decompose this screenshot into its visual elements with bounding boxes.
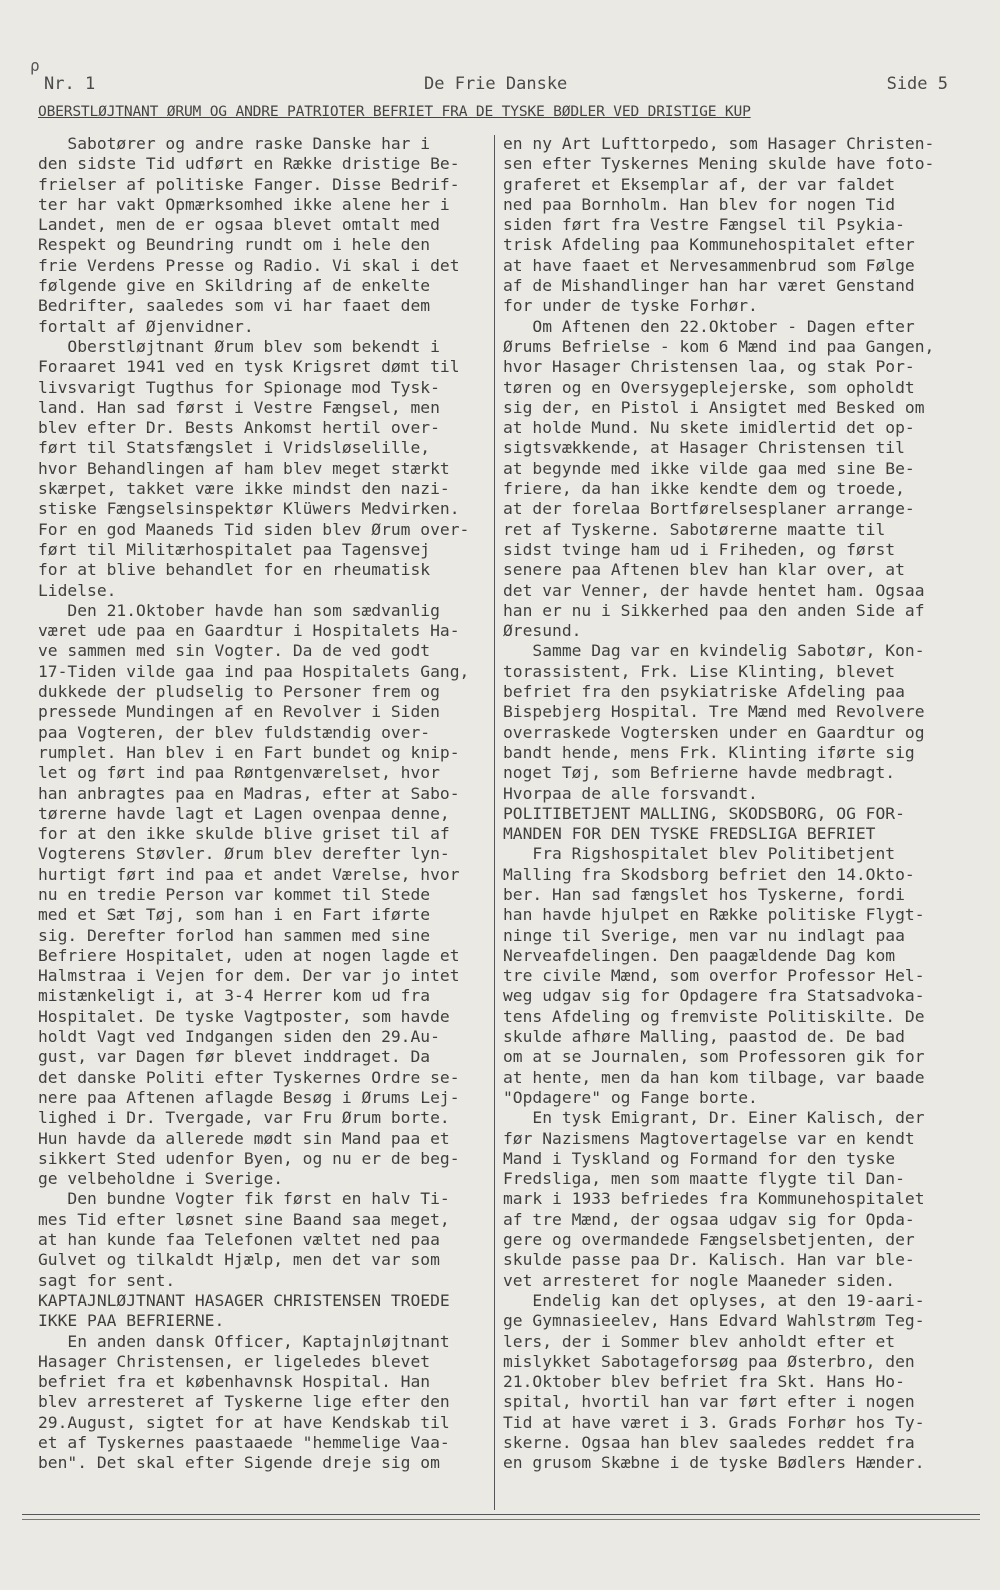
text-line: Hasager Christensen, er ligeledes blevet: [38, 1351, 431, 1371]
text-line: ge Gymnasieelev, Hans Edvard Wahlstrøm Teg-: [503, 1311, 925, 1331]
text-line: sig der, en Pistol i Ansigtet med Besked om: [503, 397, 925, 417]
text-line: paa Vogteren, der blev fuldstændig over-: [38, 722, 431, 742]
text-line: MANDEN FOR DEN TYSKE FREDSLIGA BEFRIET: [503, 824, 876, 844]
text-line: Nerveafdelingen. Den paagældende Dag kom: [503, 945, 896, 965]
text-line: for under de tyske Forhør.: [503, 296, 758, 316]
text-line: ber. Han sad fængslet hos Tyskerne, fordi: [503, 884, 905, 904]
text-line: Foraaret 1941 ved en tysk Krigsret dømt til: [38, 357, 460, 377]
text-line: sikkert Sted udenfor Byen, og nu er de beg-: [38, 1148, 460, 1168]
text-line: Samme Dag var en kvindelig Sabotør, Kon-: [503, 641, 925, 661]
text-line: mes Tid efter løsnet sine Baand saa meget,: [38, 1209, 450, 1229]
text-line: sig. Derefter forlod han sammen med sine: [38, 925, 431, 945]
text-line: at begynde med ikke vilde gaa med sine Be-: [503, 458, 915, 478]
text-line: gust, var Dagen før blevet inddraget. Da: [38, 1047, 431, 1067]
text-line: ben". Det skal efter Sigende dreje sig om: [38, 1453, 440, 1473]
text-line: hvor Behandlingen af ham blev meget stærkt: [38, 458, 450, 478]
text-line: graferet et Eksemplar af, der var faldet: [503, 174, 896, 194]
text-line: han er nu i Sikkerhed paa den anden Side af: [503, 600, 925, 620]
text-line: for at den ikke skulde blive griset til af: [38, 824, 450, 844]
text-line: bandt hende, mens Frk. Klinting iførte sig: [503, 742, 915, 762]
footer-rule: [22, 1514, 980, 1515]
pen-mark: ρ: [30, 56, 40, 75]
text-line: let og ført ind paa Røntgenværelset, hvor: [38, 763, 440, 783]
text-line: tre civile Mænd, som overfor Professor Hel-: [503, 966, 925, 986]
text-line: blev arresteret af Tyskerne lige efter den: [38, 1392, 450, 1412]
text-line: gere og overmandede Fængselsbetjenten, der: [503, 1230, 915, 1250]
text-line: stiske Fængselsinspektør Klüwers Medvirken.: [38, 499, 460, 519]
text-line: at der forelaa Bortførelsesplaner arrange-: [503, 499, 915, 519]
footer-rule-thin: [22, 1519, 980, 1520]
text-line: været ude paa en Gaardtur i Hospitalets Ha-: [38, 621, 460, 641]
text-line: vet arresteret for nogle Maaneder siden.: [503, 1270, 896, 1290]
text-line: Vogterens Støvler. Ørum blev derefter lyn-: [38, 844, 450, 864]
text-line: sen efter Tyskernes Mening skulde have foto-: [503, 154, 935, 174]
text-line: Befriere Hospitalet, uden at nogen lagde et: [38, 945, 460, 965]
text-line: noget Tøj, som Befrierne havde medbragt.: [503, 763, 896, 783]
headline: OBERSTLØJTNANT ØRUM OG ANDRE PATRIOTER BEFRIET FRA DE TYSKE BØDLER VED DRISTIGE KUP: [38, 103, 751, 120]
text-line: Tid at have været i 3. Grads Forhør hos Ty-: [503, 1412, 925, 1432]
column-divider: [494, 135, 495, 1510]
text-line: mark i 1933 befriedes fra Kommunehospitalet: [503, 1189, 925, 1209]
text-line: 29.August, sigtet for at have Kendskab til: [38, 1412, 450, 1432]
text-line: sagt for sent.: [38, 1270, 176, 1290]
text-line: weg udgav sig for Opdagere fra Statsadvoka-: [503, 986, 925, 1006]
text-line: fortalt af Øjenvidner.: [38, 316, 254, 336]
text-line: Bispebjerg Hospital. Tre Mænd med Revolvere: [503, 702, 925, 722]
text-line: ført til Statsfængslet i Vridsløselille,: [38, 438, 431, 458]
text-line: om at se Journalen, som Professoren gik for: [503, 1047, 925, 1067]
text-line: ge velbeholdne i Sverige.: [38, 1169, 284, 1189]
text-line: nu en tredie Person var kommet til Stede: [38, 884, 431, 904]
text-line: rumplet. Han blev i en Fart bundet og knip-: [38, 742, 460, 762]
text-line: Den 21.Oktober havde han som sædvanlig: [38, 600, 440, 620]
text-line: ret af Tyskerne. Sabotørerne maatte til: [503, 519, 886, 539]
left-column: [38, 134, 490, 1474]
text-line: ninge til Sverige, men var nu indlagt paa: [503, 925, 905, 945]
text-line: 21.Oktober blev befriet fra Skt. Hans Ho-: [503, 1372, 905, 1392]
text-line: holdt Vagt ved Indgangen siden den 29.Au-: [38, 1027, 440, 1047]
text-line: af de Mishandlinger han har været Genstand: [503, 276, 915, 296]
text-line: Respekt og Beundring rundt om i hele den: [38, 235, 431, 255]
text-line: Landet, men de er ogsaa blevet omtalt med: [38, 215, 440, 235]
text-line: Fredsliga, men som maatte flygte til Dan-: [503, 1169, 905, 1189]
right-column: [503, 134, 963, 1474]
text-line: Lidelse.: [38, 580, 117, 600]
text-line: dukkede der pludselig to Personer frem og: [38, 682, 440, 702]
text-line: Hun havde da allerede mødt sin Mand paa et: [38, 1128, 450, 1148]
text-line: sidst tvinge ham ud i Friheden, og først: [503, 539, 896, 559]
text-line: En anden dansk Officer, Kaptajnløjtnant: [38, 1331, 450, 1351]
text-line: tørerne havde lagt et Lagen ovenpaa denne,: [38, 803, 450, 823]
text-line: Hospitalet. De tyske Vagtposter, som havde: [38, 1006, 450, 1026]
text-line: befriet fra den psykiatriske Afdeling paa: [503, 682, 905, 702]
text-line: senere paa Aftenen blev han klar over, at: [503, 560, 905, 580]
text-line: sigtsvækkende, at Hasager Christensen til: [503, 438, 905, 458]
text-line: Fra Rigshospitalet blev Politibetjent: [503, 844, 896, 864]
text-line: at have faaet et Nervesammenbrud som Følge: [503, 255, 915, 275]
text-line: blev efter Dr. Bests Ankomst hertil over-: [38, 418, 440, 438]
text-line: livsvarigt Tugthus for Spionage mod Tysk-: [38, 377, 440, 397]
text-line: KAPTAJNLØJTNANT HASAGER CHRISTENSEN TROEDE: [38, 1290, 450, 1310]
text-line: Hvorpaa de alle forsvandt.: [503, 783, 758, 803]
text-line: Den bundne Vogter fik først en halv Ti-: [38, 1189, 450, 1209]
text-line: af tre Mænd, der ogsaa udgav sig for Opda-: [503, 1209, 915, 1229]
text-line: skærpet, takket være ikke mindst den nazi-: [38, 479, 450, 499]
text-line: for at blive behandlet for en rheumatisk: [38, 560, 431, 580]
text-line: IKKE PAA BEFRIERNE.: [38, 1311, 225, 1331]
text-line: tens Afdeling og fremviste Politiskilte. De: [503, 1006, 925, 1026]
page-number: Side 5: [886, 74, 948, 94]
text-line: Sabotører og andre raske Danske har i: [38, 134, 431, 153]
text-line: at hente, men da han kom tilbage, var baade: [503, 1067, 925, 1087]
text-line: før Nazismens Magtovertagelse var en kendt: [503, 1128, 915, 1148]
issue-number: Nr. 1: [44, 74, 96, 94]
text-line: skulde afhøre Malling, paastod de. De bad: [503, 1027, 905, 1047]
text-line: 17-Tiden vilde gaa ind paa Hospitalets Gang,: [38, 661, 470, 681]
text-line: Malling fra Skodsborg befriet den 14.Okto-: [503, 864, 915, 884]
text-line: ned paa Bornholm. Han blev for nogen Tid: [503, 194, 896, 214]
text-line: befriet fra et københavnsk Hospital. Han: [38, 1372, 431, 1392]
text-line: land. Han sad først i Vestre Fængsel, men: [38, 397, 440, 417]
text-line: nere paa Aftenen aflagde Besøg i Ørums Lej-: [38, 1087, 460, 1107]
text-line: mislykket Sabotageforsøg paa Østerbro, den: [503, 1351, 915, 1371]
text-line: Om Aftenen den 22.Oktober - Dagen efter: [503, 316, 915, 336]
text-line: det var Venner, der havde hentet ham. Ogsaa: [503, 580, 925, 600]
text-line: en ny Art Lufttorpedo, som Hasager Christen-: [503, 134, 935, 153]
text-line: mistænkeligt i, at 3-4 Herrer kom ud fra: [38, 986, 431, 1006]
text-line: tøren og en Oversygeplejerske, som opholdt: [503, 377, 915, 397]
text-line: Bedrifter, saaledes som vi har faaet dem: [38, 296, 431, 316]
text-line: skulde passe paa Dr. Kalisch. Han var ble-: [503, 1250, 915, 1270]
page-header: [44, 74, 948, 98]
text-line: spital, hvortil han var ført efter i nogen: [503, 1392, 915, 1412]
text-line: han havde hjulpet en Række politiske Flygt-: [503, 905, 925, 925]
text-line: frielser af politiske Fanger. Disse Bedrif-: [38, 174, 460, 194]
text-line: et af Tyskernes paastaaede "hemmelige Vaa-: [38, 1433, 450, 1452]
text-line: en grusom Skæbne i de tyske Bødlers Hænder.: [503, 1453, 925, 1473]
text-line: ter har vakt Opmærksomhed ikke alene her i: [38, 194, 450, 214]
text-line: Øresund.: [503, 621, 582, 641]
text-line: trisk Afdeling paa Kommunehospitalet efter: [503, 235, 915, 255]
text-line: at holde Mund. Nu skete imidlertid det op-: [503, 418, 915, 438]
text-line: Halmstraa i Vejen for dem. Der var jo intet: [38, 966, 460, 986]
text-line: "Opdagere" og Fange borte.: [503, 1087, 758, 1107]
text-line: Ørums Befrielse - kom 6 Mænd ind paa Gangen,: [503, 336, 935, 356]
text-line: Mand i Tyskland og Formand for den tyske: [503, 1148, 896, 1168]
text-line: han anbragtes paa en Madras, efter at Sabo-: [38, 783, 460, 803]
paper-title: De Frie Danske: [424, 74, 568, 94]
text-line: friere, da han ikke kendte dem og troede,: [503, 479, 905, 499]
text-line: med et Sæt Tøj, som han i en Fart iførte: [38, 905, 431, 925]
text-line: den sidste Tid udført en Række dristige Be-: [38, 154, 460, 174]
text-line: ført til Militærhospitalet paa Tagensvej: [38, 539, 431, 559]
text-line: En tysk Emigrant, Dr. Einer Kalisch, der: [503, 1108, 925, 1128]
text-line: følgende give en Skildring af de enkelte: [38, 276, 431, 296]
text-line: frie Verdens Presse og Radio. Vi skal i det: [38, 255, 460, 275]
text-line: POLITIBETJENT MALLING, SKODSBORG, OG FOR-: [503, 803, 905, 823]
text-line: Oberstløjtnant Ørum blev som bekendt i: [38, 336, 440, 356]
text-line: det danske Politi efter Tyskernes Ordre se-: [38, 1067, 460, 1087]
text-line: overraskede Vogtersken under en Gaardtur og: [503, 722, 925, 742]
text-line: Gulvet og tilkaldt Hjælp, men det var som: [38, 1250, 440, 1270]
text-line: pressede Mundingen af en Revolver i Siden: [38, 702, 440, 722]
text-line: For en god Maaneds Tid siden blev Ørum over-: [38, 519, 470, 539]
text-line: hurtigt ført ind paa et andet Værelse, hvor: [38, 864, 460, 884]
text-line: hvor Hasager Christensen laa, og stak Por-: [503, 357, 915, 377]
text-line: torassistent, Frk. Lise Klinting, blevet: [503, 661, 896, 681]
text-line: siden ført fra Vestre Fængsel til Psykia-: [503, 215, 905, 235]
text-line: Endelig kan det oplyses, at den 19-aari-: [503, 1290, 925, 1310]
text-line: ve sammen med sin Vogter. Da de ved godt: [38, 641, 431, 661]
text-line: skerne. Ogsaa han blev saaledes reddet fra: [503, 1433, 915, 1452]
text-line: lers, der i Sommer blev anholdt efter et: [503, 1331, 896, 1351]
text-line: lighed i Dr. Tvergade, var Fru Ørum borte.: [38, 1108, 450, 1128]
text-line: at han kunde faa Telefonen væltet ned paa: [38, 1230, 440, 1250]
